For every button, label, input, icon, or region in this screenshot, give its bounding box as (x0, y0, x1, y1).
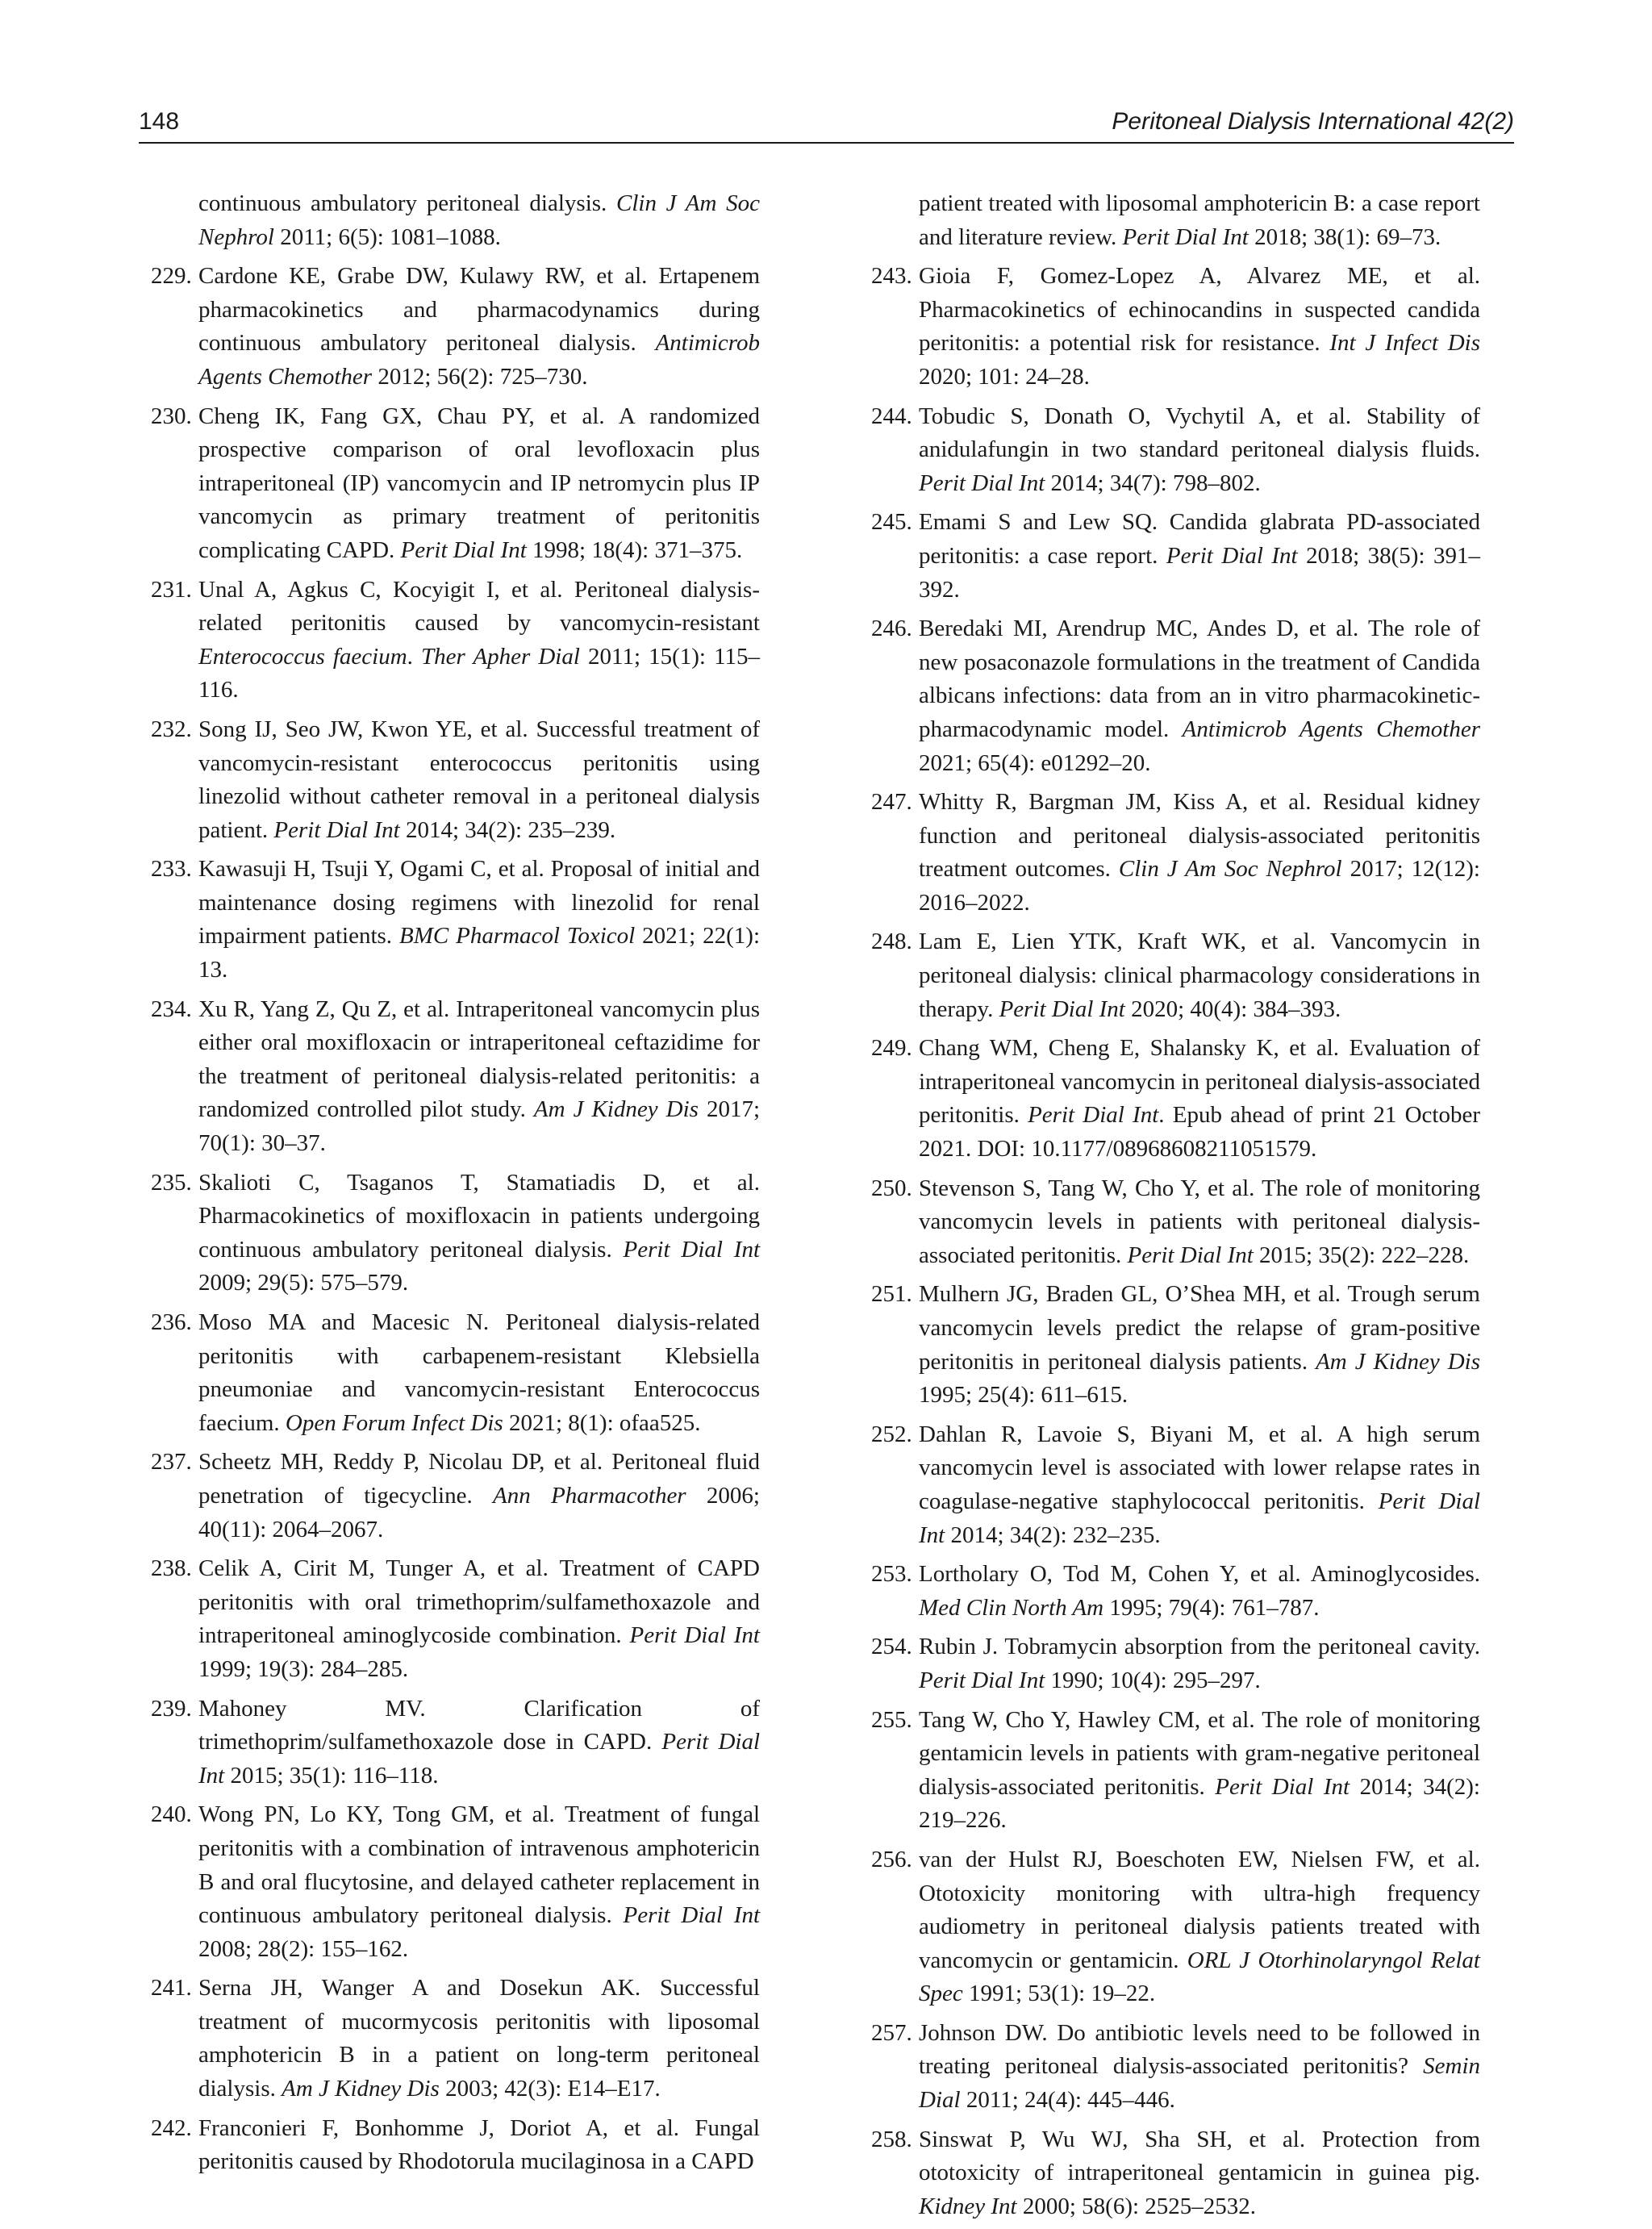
reference-item (871, 1630, 1480, 1697)
reference-text: Dahlan R, Lavoie S, Biyani M, et al. A high serum vancomycin level is associated with lower relapse rates in coagulase-negative staphylococcal peritonitis. Perit Dial Int 2014; 34(2): 232–235. (919, 1421, 1480, 1548)
reference-item (871, 1558, 1480, 1625)
reference-number: 246. (871, 616, 912, 642)
reference-text: Serna JH, Wanger A and Dosekun AK. Successful treatment of mucormycosis peritonitis with liposomal amphotericin B in a patient on long-term peritoneal dialysis. Am J Kidney Dis 2003; 42(3): E14–E17. (198, 1975, 760, 2102)
reference-text: Tobudic S, Donath O, Vychytil A, et al. Stability of anidulafungin in two standard peritoneal dialysis fluids. Perit Dial Int 2014; 34(7): 798–802. (919, 403, 1480, 496)
reference-text: Wong PN, Lo KY, Tong GM, et al. Treatment of fungal peritonitis with a combination of intravenous amphotericin B and oral flucytosine, and delayed catheter replacement in continuous ambulatory peritoneal dialysis. Perit Dial Int 2008; 28(2): 155–162. (198, 1801, 760, 1962)
reference-number: 231. (151, 576, 192, 603)
reference-item (151, 993, 760, 1161)
reference-item (155, 187, 760, 254)
reference-number: 234. (151, 996, 192, 1022)
reference-text: Johnson DW. Do antibiotic levels need to be followed in treating peritoneal dialysis-associated peritonitis? Semin Dial 2011; 24(4): 445–446. (919, 2019, 1480, 2114)
reference-item (871, 2123, 1480, 2224)
reference-number: 233. (151, 856, 192, 883)
reference-item (151, 1972, 760, 2106)
reference-text: patient treated with liposomal amphotericin B: a case report and literature review. Perit Dial Int 2018; 38(1): 69–73. (919, 190, 1480, 250)
reference-item (871, 400, 1480, 501)
reference-number: 239. (151, 1695, 192, 1722)
reference-text: Moso MA and Macesic N. Peritoneal dialysis-related peritonitis with carbapenem-resistant Klebsiella pneumoniae and vancomycin-resistant Enterococcus faecium. Open Forum Infect Dis 2021; 8(1): ofaa525. (198, 1309, 760, 1436)
reference-number: 240. (151, 1801, 192, 1828)
journal-title: Peritoneal Dialysis International 42(2) (1112, 108, 1514, 135)
reference-text: Chang WM, Cheng E, Shalansky K, et al. Evaluation of intraperitoneal vancomycin in peritoneal dialysis-associated peritonitis. Perit Dial Int. Epub ahead of print 21 October 2021. DOI: 10.1177/08968608211051579. (919, 1035, 1480, 1163)
reference-number: 238. (151, 1555, 192, 1582)
reference-text: Emami S and Lew SQ. Candida glabrata PD-associated peritonitis: a case report. Perit Dial Int 2018; 38(5): 391–392. (919, 509, 1480, 603)
reference-text: Lam E, Lien YTK, Kraft WK, et al. Vancomycin in peritoneal dialysis: clinical pharmacology considerations in therapy. Perit Dial Int 2020; 40(4): 384–393. (919, 929, 1480, 1022)
reference-text: Kawasuji H, Tsuji Y, Ogami C, et al. Proposal of initial and maintenance dosing regimens with linezolid for renal impairment patients. BMC Pharmacol Toxicol 2021; 22(1): 13. (198, 856, 760, 983)
reference-text: van der Hulst RJ, Boeschoten EW, Nielsen FW, et al. Ototoxicity monitoring with ultra-high frequency audiometry in peritoneal dialysis patients treated with vancomycin or gentamicin. ORL J Otorhinolaryngol Relat Spec 1991; 53(1): 19–22. (919, 1846, 1480, 2007)
reference-item (871, 1032, 1480, 1166)
reference-item (871, 1704, 1480, 1838)
reference-item (871, 260, 1480, 394)
reference-number: 241. (151, 1975, 192, 2002)
reference-text: Franconieri F, Bonhomme J, Doriot A, et al. Fungal peritonitis caused by Rhodotorula mucilaginosa in a CAPD (198, 2114, 760, 2175)
reference-number: 232. (151, 716, 192, 742)
reference-text: Mulhern JG, Braden GL, O’Shea MH, et al. Trough serum vancomycin levels predict the relapse of gram-positive peritonitis in peritoneal dialysis patients. Am J Kidney Dis 1995; 25(4): 611–615. (919, 1281, 1480, 1409)
reference-number: 236. (151, 1309, 192, 1335)
reference-number: 251. (871, 1281, 912, 1308)
reference-number: 249. (871, 1035, 912, 1062)
reference-item (151, 2112, 760, 2179)
reference-text: Whitty R, Bargman JM, Kiss A, et al. Residual kidney function and peritoneal dialysis-associated peritonitis treatment outcomes. Clin J Am Soc Nephrol 2017; 12(12): 2016–2022. (919, 789, 1480, 916)
reference-item (151, 1446, 760, 1547)
reference-item (871, 612, 1480, 780)
reference-number: 255. (871, 1706, 912, 1733)
reference-number: 257. (871, 2019, 912, 2046)
reference-text: Skalioti C, Tsaganos T, Stamatiadis D, et al. Pharmacokinetics of moxifloxacin in patients undergoing continuous ambulatory peritoneal dialysis. Perit Dial Int 2009; 29(5): 575–579. (198, 1169, 760, 1296)
reference-number: 244. (871, 403, 912, 429)
running-header (139, 108, 1514, 144)
reference-item (151, 1306, 760, 1440)
reference-item (151, 853, 760, 987)
reference-number: 242. (151, 2114, 192, 2141)
reference-number: 250. (871, 1175, 912, 1201)
reference-number: 254. (871, 1634, 912, 1660)
reference-item (871, 925, 1480, 1026)
reference-item (871, 506, 1480, 607)
reference-text: Cheng IK, Fang GX, Chau PY, et al. A randomized prospective comparison of oral levofloxacin plus intraperitoneal (IP) vancomycin and IP netromycin plus IP vancomycin as primary treatment of peritonitis complicating CAPD. Perit Dial Int 1998; 18(4): 371–375. (198, 403, 760, 563)
reference-number: 247. (871, 789, 912, 816)
reference-text: Stevenson S, Tang W, Cho Y, et al. The role of monitoring vancomycin levels in patients with peritoneal dialysis-associated peritonitis. Perit Dial Int 2015; 35(2): 222–228. (919, 1175, 1480, 1268)
reference-number: 253. (871, 1561, 912, 1588)
reference-number: 243. (871, 263, 912, 290)
reference-number: 230. (151, 403, 192, 429)
page-number: 148 (139, 108, 180, 135)
reference-item (871, 1172, 1480, 1273)
reference-number: 258. (871, 2126, 912, 2152)
reference-number: 237. (151, 1449, 192, 1476)
reference-column-left (151, 187, 761, 2185)
reference-number: 248. (871, 929, 912, 955)
reference-text: Celik A, Cirit M, Tunger A, et al. Treatment of CAPD peritonitis with oral trimethoprim/sulfamethoxazole and intraperitoneal aminoglycoside combination. Perit Dial Int 1999; 19(3): 284–285. (198, 1555, 760, 1682)
reference-text: Song IJ, Seo JW, Kwon YE, et al. Successful treatment of vancomycin-resistant enterococcus peritonitis using linezolid without catheter removal in a peritoneal dialysis patient. Perit Dial Int 2014; 34(2): 235–239. (198, 716, 760, 843)
reference-item (151, 1798, 760, 1966)
reference-number: 229. (151, 263, 192, 290)
reference-item (871, 786, 1480, 920)
reference-number: 245. (871, 509, 912, 536)
reference-number: 256. (871, 1846, 912, 1872)
reference-text: Scheetz MH, Reddy P, Nicolau DP, et al. Peritoneal fluid penetration of tigecycline. Ann Pharmacother 2006; 40(11): 2064–2067. (198, 1449, 760, 1542)
reference-column-right (871, 187, 1480, 2229)
reference-item (875, 187, 1480, 254)
reference-number: 235. (151, 1169, 192, 1196)
reference-text: Beredaki MI, Arendrup MC, Andes D, et al. The role of new posaconazole formulations in the treatment of Candida albicans infections: data from an in vitro pharmacokinetic-pharmacodynamic model. Antimicrob Agents Chemother 2021; 65(4): e01292–20. (919, 616, 1480, 776)
reference-item (151, 1167, 760, 1300)
reference-text: Sinswat P, Wu WJ, Sha SH, et al. Protection from ototoxicity of intraperitoneal gentamicin in guinea pig. Kidney Int 2000; 58(6): 2525–2532. (919, 2126, 1480, 2219)
reference-item (151, 260, 760, 394)
reference-item (871, 1278, 1480, 1412)
reference-item (151, 1552, 760, 1686)
reference-item (151, 400, 760, 568)
reference-text: Unal A, Agkus C, Kocyigit I, et al. Peritoneal dialysis-related peritonitis caused by vancomycin-resistant Enterococcus faecium. Ther Apher Dial 2011; 15(1): 115–116. (198, 576, 760, 703)
reference-text: Cardone KE, Grabe DW, Kulawy RW, et al. Ertapenem pharmacokinetics and pharmacodynamics during continuous ambulatory peritoneal dialysis. Antimicrob Agents Chemother 2012; 56(2): 725–730. (198, 263, 760, 390)
reference-item (871, 1418, 1480, 1552)
reference-text: Tang W, Cho Y, Hawley CM, et al. The role of monitoring gentamicin levels in patients with gram-negative peritoneal dialysis-associated peritonitis. Perit Dial Int 2014; 34(2): 219–226. (919, 1706, 1480, 1834)
reference-text: Lortholary O, Tod M, Cohen Y, et al. Aminoglycosides. Med Clin North Am 1995; 79(4): 761–787. (919, 1561, 1480, 1621)
reference-text: Rubin J. Tobramycin absorption from the peritoneal cavity. Perit Dial Int 1990; 10(4): 295–297. (919, 1634, 1480, 1693)
reference-item (151, 574, 760, 708)
reference-item (151, 1693, 761, 1793)
reference-item (151, 713, 760, 847)
reference-text: Gioia F, Gomez-Lopez A, Alvarez ME, et al. Pharmacokinetics of echinocandins in suspected candida peritonitis: a potential risk for resistance. Int J Infect Dis 2020; 101: 24–28. (919, 263, 1480, 390)
reference-item (871, 2017, 1480, 2118)
reference-text: Mahoney MV. Clarification of trimethoprim/sulfamethoxazole dose in CAPD. Perit Dial Int 2015; 35(1): 116–118. (198, 1695, 761, 1789)
reference-number: 252. (871, 1421, 912, 1447)
reference-text: Xu R, Yang Z, Qu Z, et al. Intraperitoneal vancomycin plus either oral moxifloxacin or intraperitoneal ceftazidime for the treatment of peritoneal dialysis-related peritonitis: a randomized controlled pilot study. Am J Kidney Dis 2017; 70(1): 30–37. (198, 996, 760, 1157)
reference-item (871, 1843, 1480, 2011)
reference-text: continuous ambulatory peritoneal dialysis. Clin J Am Soc Nephrol 2011; 6(5): 1081–1088. (198, 190, 760, 250)
